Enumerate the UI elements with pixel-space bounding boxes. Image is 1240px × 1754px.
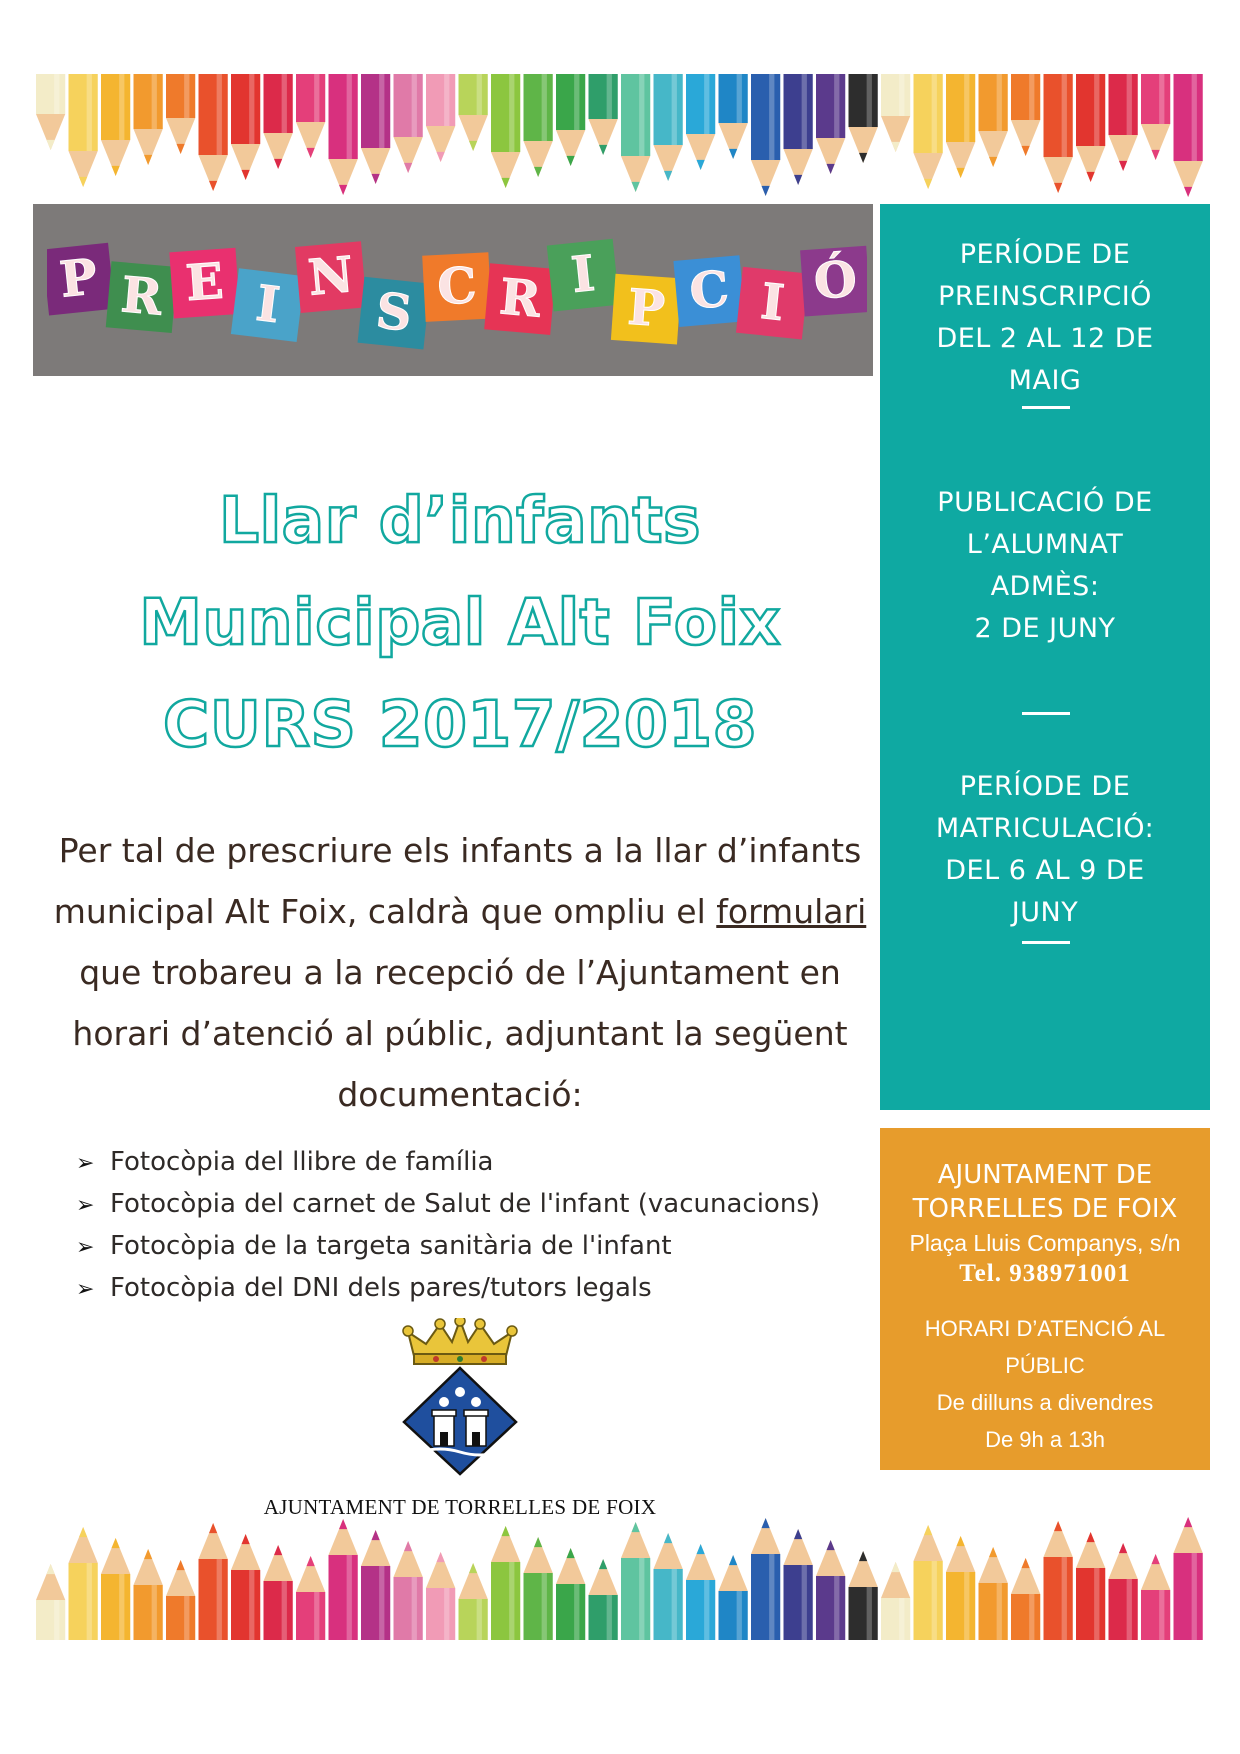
preinscription-period: PERÍODE DE PREINSCRIPCIÓ DEL 2 AL 12 DE MAIG — [936, 239, 1154, 396]
preinscripcio-banner — [33, 204, 873, 376]
pencil-icon — [849, 1551, 878, 1640]
pencil-icon — [751, 74, 780, 196]
title-line-1: Llar d’infants — [218, 484, 702, 557]
banner-letter-tile — [169, 248, 240, 319]
pencil-icon — [914, 74, 943, 189]
pencil-icon — [394, 1541, 423, 1640]
pencil-icon — [1044, 74, 1073, 193]
svg-text:R: R — [497, 267, 543, 329]
banner-letter-tile — [736, 267, 809, 340]
pencil-icon — [556, 1548, 585, 1640]
banner-letter-tile — [422, 252, 492, 322]
pencil-icon — [1109, 1543, 1138, 1640]
pencil-icon — [134, 1549, 163, 1640]
document-label: Fotocòpia del carnet de Salut de l'infant (vacunacions) — [110, 1189, 821, 1219]
intro-text-before: Per tal de prescriure els infants a la llar d’infants municipal Alt Foix, caldrà que ompliu el — [53, 831, 862, 931]
pencil-icon — [881, 74, 910, 152]
pencils-bottom-illustration — [36, 1516, 1206, 1640]
pencil-icon — [36, 74, 65, 150]
pencil-icon — [264, 74, 293, 169]
pencil-icon — [719, 1555, 748, 1640]
pencil-icon — [296, 74, 325, 158]
pencil-icon — [231, 74, 260, 180]
divider-dash — [1022, 406, 1070, 409]
footer-organization-name: AJUNTAMENT DE TORRELLES DE FOIX — [263, 1495, 657, 1519]
banner-letter-tile — [231, 268, 305, 342]
pencil-icon — [459, 1563, 488, 1640]
pencils-top-illustration — [36, 74, 1206, 198]
pencil-icon — [719, 74, 748, 159]
publication-date: PUBLICACIÓ DE L’ALUMNAT ADMÈS: 2 DE JUNY — [937, 487, 1153, 644]
enrollment-period: PERÍODE DE MATRICULACIÓ: DEL 6 AL 9 DE JUNY — [935, 771, 1155, 928]
pencil-icon — [1011, 74, 1040, 156]
banner-letter-tile — [800, 246, 867, 317]
title-line-3: CURS 2017/2018 — [163, 688, 757, 761]
arrow-bullet-icon: ➢ — [76, 1277, 95, 1302]
pencil-icon — [101, 1538, 130, 1640]
page-title — [60, 470, 860, 776]
svg-text:P: P — [57, 247, 100, 309]
pencil-icon — [946, 1536, 975, 1640]
pencil-icon — [329, 74, 358, 195]
document-label: Fotocòpia de la targeta sanitària de l'infant — [110, 1231, 672, 1261]
pencil-icon — [784, 74, 813, 185]
contact-phone: Tel. 938971001 — [959, 1260, 1131, 1287]
pencil-icon — [426, 74, 455, 162]
svg-text:C: C — [435, 256, 478, 316]
svg-text:S: S — [373, 281, 415, 343]
banner-letter-tile — [673, 255, 745, 327]
svg-text:I: I — [758, 271, 787, 333]
banner-letter-tile — [358, 277, 431, 350]
svg-text:C: C — [687, 259, 732, 321]
form-link[interactable]: formulari — [716, 892, 867, 931]
svg-text:E: E — [183, 251, 226, 313]
pencil-icon — [1011, 1558, 1040, 1640]
pencil-icon — [394, 74, 423, 173]
document-label: Fotocòpia del llibre de família — [110, 1147, 494, 1177]
pencil-icon — [361, 1530, 390, 1640]
pencil-icon — [1174, 74, 1203, 197]
title-line-2: Municipal Alt Foix — [139, 586, 781, 659]
pencil-icon — [329, 1519, 358, 1640]
pencil-icon — [199, 1523, 228, 1640]
pencil-border-top — [36, 74, 1206, 198]
pencil-icon — [1076, 74, 1105, 182]
dates-panel — [880, 204, 1210, 1110]
pencil-icon — [199, 74, 228, 191]
pencil-icon — [751, 1518, 780, 1640]
pencil-icon — [784, 1529, 813, 1640]
arrow-bullet-icon: ➢ — [76, 1193, 95, 1218]
pencil-icon — [1109, 74, 1138, 171]
banner-letter-tile — [295, 241, 367, 313]
pencil-border-bottom — [36, 1516, 1206, 1640]
pencil-icon — [459, 74, 488, 151]
svg-text:N: N — [305, 245, 356, 307]
intro-paragraph — [30, 820, 890, 1125]
banner-letter-tile — [484, 263, 556, 335]
banner-letter-tiles — [47, 214, 867, 369]
pencil-icon — [361, 74, 390, 184]
pencil-icon — [1044, 1521, 1073, 1640]
intro-text-after: que trobareu a la recepció de l’Ajuntament en horari d’atenció al públic, adjuntant la següent documentació: — [72, 953, 848, 1114]
contact-address: Plaça Lluis Companys, s/n — [909, 1230, 1181, 1256]
pencil-icon — [264, 1545, 293, 1640]
pencil-icon — [36, 1564, 65, 1640]
banner-letter-tile — [106, 261, 178, 333]
document-label: Fotocòpia del DNI dels pares/tutors legals — [110, 1273, 652, 1303]
list-item — [76, 1268, 866, 1310]
pencil-icon — [946, 74, 975, 178]
pencil-icon — [686, 1544, 715, 1640]
pencil-icon — [979, 1547, 1008, 1640]
pencil-icon — [881, 1562, 910, 1640]
pencil-icon — [524, 74, 553, 177]
pencil-icon — [491, 74, 520, 188]
pencil-icon — [69, 74, 98, 187]
pencil-icon — [816, 1540, 845, 1640]
contact-panel — [880, 1128, 1210, 1470]
svg-text:Ó: Ó — [812, 249, 859, 311]
pencil-icon — [296, 1556, 325, 1640]
pencil-icon — [589, 74, 618, 155]
pencil-icon — [979, 74, 1008, 167]
pencil-icon — [426, 1552, 455, 1640]
list-item — [76, 1226, 866, 1268]
pencil-icon — [166, 74, 195, 154]
contact-hours: HORARI D’ATENCIÓ AL PÚBLIC De dilluns a divendres De 9h a 13h — [924, 1316, 1166, 1452]
contact-title: AJUNTAMENT DE TORRELLES DE FOIX — [912, 1160, 1178, 1224]
svg-text:I: I — [568, 243, 598, 305]
pencil-icon — [654, 1533, 683, 1640]
pencil-icon — [816, 74, 845, 174]
arrow-bullet-icon: ➢ — [76, 1151, 95, 1176]
list-item — [76, 1184, 866, 1226]
pencil-icon — [69, 1527, 98, 1640]
banner-letter-tile — [611, 274, 682, 345]
pencil-icon — [686, 74, 715, 170]
pencil-icon — [621, 1522, 650, 1640]
svg-text:R: R — [118, 265, 165, 327]
banner-letter-tile — [547, 239, 620, 312]
pencil-icon — [101, 74, 130, 176]
pencil-icon — [1174, 1517, 1203, 1640]
pencil-icon — [134, 74, 163, 165]
pencil-icon — [491, 1526, 520, 1640]
pencil-icon — [231, 1534, 260, 1640]
list-item — [76, 1142, 866, 1184]
pencil-icon — [524, 1537, 553, 1640]
pencil-icon — [1076, 1532, 1105, 1640]
pencil-icon — [914, 1525, 943, 1640]
pencil-icon — [1141, 74, 1170, 160]
pencil-icon — [621, 74, 650, 192]
documents-list — [76, 1142, 866, 1310]
pencil-icon — [849, 74, 878, 163]
arrow-bullet-icon: ➢ — [76, 1235, 95, 1260]
pencil-icon — [589, 1559, 618, 1640]
pencil-icon — [654, 74, 683, 181]
svg-text:P: P — [625, 277, 667, 339]
coat-of-arms-icon — [400, 1318, 520, 1476]
divider-dash — [1022, 712, 1070, 715]
svg-text:I: I — [252, 273, 283, 335]
divider-dash — [1022, 941, 1070, 944]
pencil-icon — [166, 1560, 195, 1640]
pencil-icon — [556, 74, 585, 166]
banner-letter-tile — [47, 243, 115, 316]
pencil-icon — [1141, 1554, 1170, 1640]
